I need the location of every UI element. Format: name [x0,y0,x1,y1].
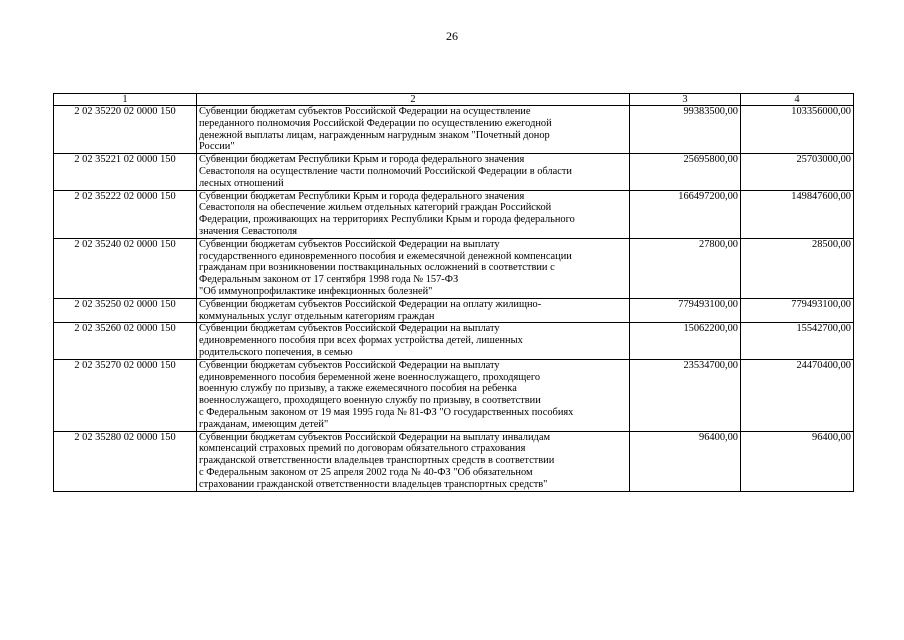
description-line: коммунальных услуг отдельным категориям граждан [199,310,435,322]
column-header-2: 2 [197,94,630,106]
revenue-description [197,359,630,431]
amount-column-4: 779493100,00 [741,298,854,323]
classification-code: 2 02 35221 02 0000 150 [54,154,197,190]
description-line: государственного единовременного пособия и ежемесячной денежной компенсации [199,250,572,262]
description-line: Субвенции бюджетам субъектов Российской Федерации на выплату [199,359,500,371]
amount-column-3: 166497200,00 [630,190,741,238]
description-line: Севастополя на осуществление части полномочий Российской Федерации в области [199,165,572,177]
amount-column-3: 779493100,00 [630,298,741,323]
classification-code: 2 02 35222 02 0000 150 [54,190,197,238]
description-line: Субвенции бюджетам субъектов Российской Федерации на осуществление [199,106,531,117]
classification-code: 2 02 35270 02 0000 150 [54,359,197,431]
classification-code: 2 02 35250 02 0000 150 [54,298,197,323]
description-line: Субвенции бюджетам Республики Крым и города федерального значения [199,190,525,202]
description-line: единовременного пособия беременной жене военнослужащего, проходящего [199,371,541,383]
description-line: гражданской ответственности владельцев транспортных средств в соответствии [199,455,555,467]
header-row [54,94,854,106]
column-header-1: 1 [54,94,197,106]
description-line: России" [199,141,235,153]
revenue-description [197,323,630,359]
amount-column-4: 103356000,00 [741,106,854,154]
description-line: "Об иммунопрофилактике инфекционных болезней" [199,285,433,297]
description-line: Федеральным законом от 17 сентября 1998 года № 157-ФЗ [199,274,459,286]
description-line: денежной выплаты лицам, награжденным нагрудным знаком "Почетный донор [199,129,550,141]
description-line: страховании гражданской ответственности владельцев транспортных средств" [199,478,548,490]
description-line: лесных отношений [199,177,284,189]
description-line: военную службу по призыву, а также ежемесячного пособия на ребенка [199,383,517,395]
classification-code: 2 02 35220 02 0000 150 [54,106,197,154]
budget-table [53,93,854,492]
description-line: единовременного пособия при всех формах устройства детей, лишенных [199,335,523,347]
amount-column-4: 96400,00 [741,431,854,491]
table-body [54,106,854,492]
description-line: военнослужащего, проходящего военную службу по призыву, в соответствии [199,395,541,407]
revenue-description [197,190,630,238]
amount-column-4: 15542700,00 [741,323,854,359]
classification-code: 2 02 35240 02 0000 150 [54,238,197,298]
amount-column-3: 99383500,00 [630,106,741,154]
table-row [54,298,854,323]
description-line: родительского попечения, в семью [199,346,353,358]
description-line: Федерации, проживающих на территориях Республики Крым и города федерального [199,214,575,226]
page-number: 26 [446,29,458,43]
amount-column-4: 25703000,00 [741,154,854,190]
description-line: Субвенции бюджетам Республики Крым и города федерального значения [199,154,525,166]
description-line: Севастополя на обеспечение жильем отдельных категорий граждан Российской [199,202,552,214]
description-line: значения Севастополя [199,225,298,237]
table-row [54,106,854,154]
table-row [54,238,854,298]
description-line: гражданам при возникновении поствакцинальных осложнений в соответствии с [199,262,555,274]
description-line: компенсаций страховых премий по договорам обязательного страхования [199,443,526,455]
revenue-description [197,154,630,190]
amount-column-3: 25695800,00 [630,154,741,190]
amount-column-4: 28500,00 [741,238,854,298]
table-row [54,431,854,491]
classification-code: 2 02 35260 02 0000 150 [54,323,197,359]
description-line: Субвенции бюджетам субъектов Российской Федерации на выплату [199,323,500,335]
amount-column-3: 23534700,00 [630,359,741,431]
revenue-description [197,238,630,298]
amount-column-4: 149847600,00 [741,190,854,238]
amount-column-3: 96400,00 [630,431,741,491]
classification-code: 2 02 35280 02 0000 150 [54,431,197,491]
description-line: переданного полномочия Российской Федерации по осуществлению ежегодной [199,117,552,129]
table-row [54,323,854,359]
revenue-description [197,298,630,323]
description-line: Субвенции бюджетам субъектов Российской Федерации на выплату инвалидам [199,431,551,443]
revenue-description [197,431,630,491]
description-line: с Федеральным законом от 19 мая 1995 года № 81-ФЗ "О государственных пособиях [199,406,574,418]
description-line: с Федеральным законом от 25 апреля 2002 года № 40-ФЗ "Об обязательном [199,466,533,478]
description-line: гражданам, имеющим детей" [199,418,329,430]
revenue-description [197,106,630,154]
amount-column-3: 15062200,00 [630,323,741,359]
column-header-4: 4 [741,94,854,106]
table-row [54,190,854,238]
table-row [54,359,854,431]
amount-column-4: 24470400,00 [741,359,854,431]
table-row [54,154,854,190]
amount-column-3: 27800,00 [630,238,741,298]
description-line: Субвенции бюджетам субъектов Российской Федерации на выплату [199,238,500,250]
description-line: Субвенции бюджетам субъектов Российской Федерации на оплату жилищно- [199,298,542,310]
column-header-3: 3 [630,94,741,106]
